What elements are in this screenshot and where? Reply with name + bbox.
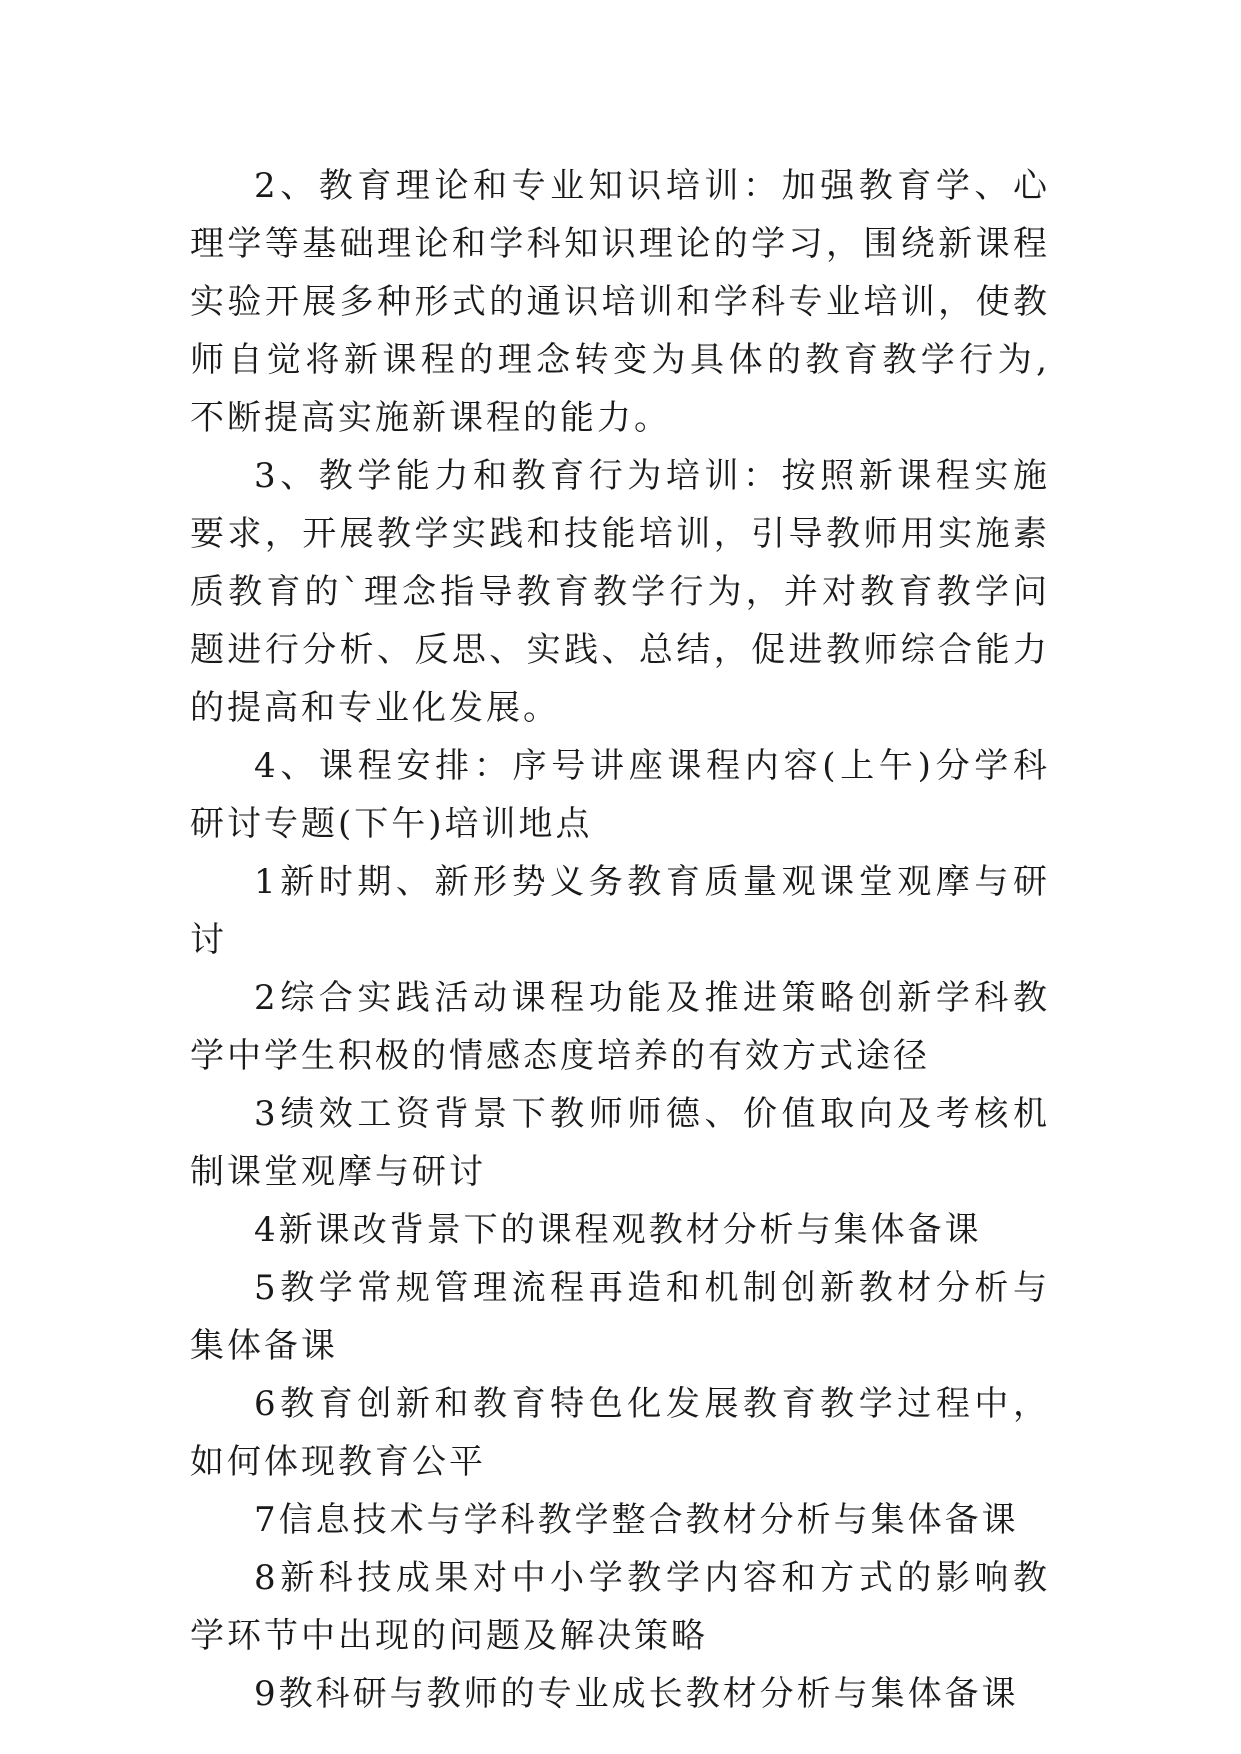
- course-item-6: 6教育创新和教育特色化发展教育教学过程中，如何体现教育公平: [190, 1384, 1050, 1482]
- course-item-3: 3绩效工资背景下教师师德、价值取向及考核机制课堂观摩与研讨: [190, 1094, 1050, 1192]
- course-item-4: 4新课改背景下的课程观教材分析与集体备课: [254, 1210, 982, 1250]
- paragraph-teaching-ability-training: 3、教学能力和教育行为培训：按照新课程实施要求，开展教学实践和技能培训，引导教师用实施素质教育的`理念指导教育教学行为，并对教育教学问题进行分析、反思、实践、总结，促进教师综合能力的提高和专业化发展。: [190, 456, 1050, 728]
- paragraph-teaching-theory-training: 2、教育理论和专业知识培训：加强教育学、心理学等基础理论和学科知识理论的学习，围绕新课程实验开展多种形式的通识培训和学科专业培训，使教师自觉将新课程的理念转变为具体的教育教学行为,不断提高实施新课程的能力。: [190, 166, 1050, 438]
- course-item-7: 7信息技术与学科教学整合教材分析与集体备课: [254, 1500, 1019, 1540]
- course-item-9: 9教科研与教师的专业成长教材分析与集体备课: [254, 1674, 1019, 1714]
- document-body: [190, 157, 1050, 1723]
- course-item-1: 1新时期、新形势义务教育质量观课堂观摩与研讨: [190, 862, 1050, 960]
- course-item-5: 5教学常规管理流程再造和机制创新教材分析与集体备课: [190, 1268, 1050, 1366]
- course-item-8: 8新科技成果对中小学教学内容和方式的影响教学环节中出现的问题及解决策略: [190, 1558, 1050, 1656]
- paragraph-course-schedule-header: 4、课程安排：序号讲座课程内容(上午)分学科研讨专题(下午)培训地点: [190, 746, 1050, 844]
- course-item-2: 2综合实践活动课程功能及推进策略创新学科教学中学生积极的情感态度培养的有效方式途径: [190, 978, 1050, 1076]
